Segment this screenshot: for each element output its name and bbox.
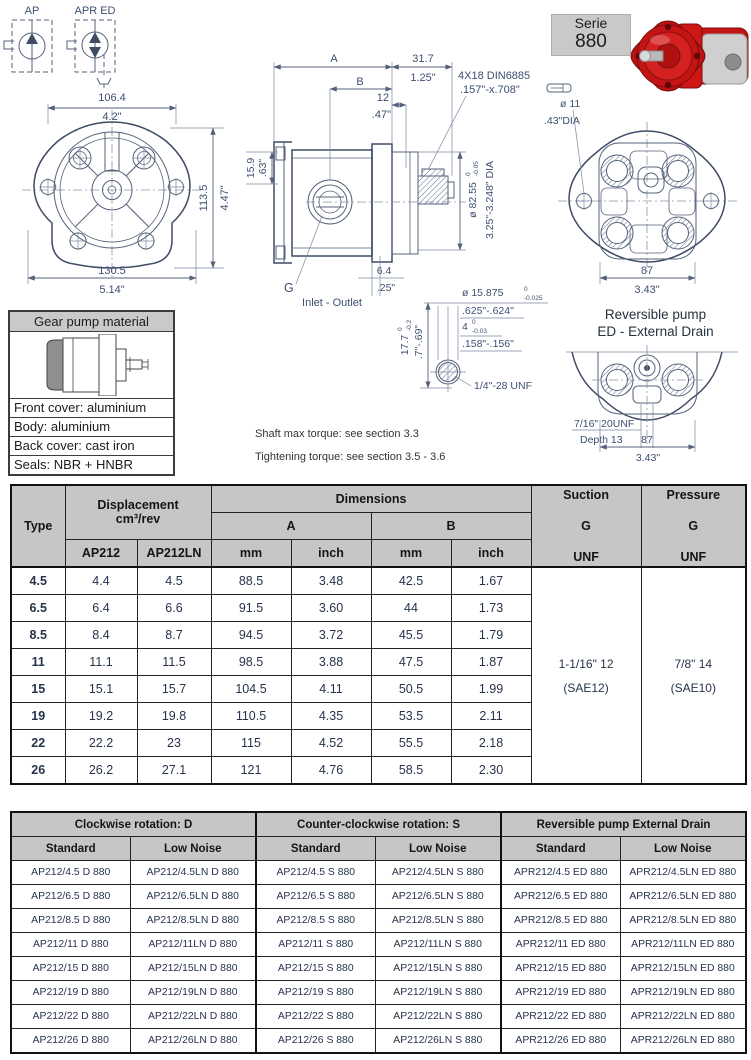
cell: 22 bbox=[11, 730, 65, 757]
table-row bbox=[11, 885, 746, 909]
reversible-pattern-mm: 87 bbox=[641, 434, 653, 446]
note-tightening-torque: Tightening torque: see section 3.5 - 3.6 bbox=[255, 451, 446, 463]
front-height-mm: 113.5 bbox=[198, 184, 210, 212]
reversible-pump-heading bbox=[568, 306, 743, 340]
cell: 1.73 bbox=[451, 595, 531, 622]
cell: APR212/15LN ED 880 bbox=[620, 957, 746, 981]
cell: 58.5 bbox=[371, 757, 451, 785]
cell: APR212/11LN ED 880 bbox=[620, 933, 746, 957]
cell: APR212/11 ED 880 bbox=[501, 933, 620, 957]
suction-size: 1-1/16" 12 bbox=[558, 656, 614, 671]
cell: AP212/8.5LN D 880 bbox=[130, 909, 256, 933]
dim-port-in: .63" bbox=[257, 158, 269, 178]
cell: APR212/8.5LN ED 880 bbox=[620, 909, 746, 933]
reversible-view-drawing bbox=[566, 345, 738, 464]
ap-symbol-label: AP bbox=[24, 5, 40, 17]
front-view-drawing bbox=[22, 92, 231, 296]
cell: 50.5 bbox=[371, 676, 451, 703]
cell: 3.48 bbox=[291, 567, 371, 595]
cell: AP212/22LN S 880 bbox=[375, 1005, 501, 1029]
cell: AP212/26LN D 880 bbox=[130, 1029, 256, 1054]
cell: 2.30 bbox=[451, 757, 531, 785]
cell: 23 bbox=[137, 730, 211, 757]
cell: AP212/11 D 880 bbox=[11, 933, 130, 957]
ap-symbol-drawing bbox=[4, 5, 52, 72]
cell: AP212/19LN D 880 bbox=[130, 981, 256, 1005]
cell: 6.5 bbox=[11, 595, 65, 622]
cell: 44 bbox=[371, 595, 451, 622]
rear-hole-dia-mm: ø 11 bbox=[560, 98, 581, 110]
reversible-pattern-in: 3.43" bbox=[635, 452, 661, 464]
shaft-key-tol-bot: -0.03 bbox=[472, 328, 487, 335]
cell: 4.52 bbox=[291, 730, 371, 757]
shaft-key: 4 bbox=[462, 321, 468, 333]
dim-a-label: A bbox=[330, 53, 338, 65]
cell: 45.5 bbox=[371, 622, 451, 649]
pilot-tol-bot: -0.05 bbox=[473, 161, 480, 176]
material-row-seals: Seals: NBR + HNBR bbox=[10, 455, 173, 474]
cell: 19.8 bbox=[137, 703, 211, 730]
rear-view-drawing bbox=[544, 98, 737, 296]
cell: 4.35 bbox=[291, 703, 371, 730]
suction-value-cell bbox=[531, 567, 641, 784]
cell: APR212/8.5 ED 880 bbox=[501, 909, 620, 933]
table-row bbox=[11, 981, 746, 1005]
cell: 98.5 bbox=[211, 649, 291, 676]
b-inch-header: inch bbox=[451, 539, 531, 567]
key-callout-line1: 4X18 DIN6885 bbox=[458, 70, 531, 82]
cell: 42.5 bbox=[371, 567, 451, 595]
cell: 55.5 bbox=[371, 730, 451, 757]
cell: AP212/6.5LN D 880 bbox=[130, 885, 256, 909]
displacement-unit: cm³/rev bbox=[115, 512, 161, 527]
cell: 110.5 bbox=[211, 703, 291, 730]
dim-step-mm: 12 bbox=[376, 92, 389, 104]
cell: 115 bbox=[211, 730, 291, 757]
key-callout-line2: .157"-x.708" bbox=[460, 84, 520, 96]
cell: 121 bbox=[211, 757, 291, 785]
cell: AP212/8.5LN S 880 bbox=[375, 909, 501, 933]
cell: AP212/15LN S 880 bbox=[375, 957, 501, 981]
pump-product-image bbox=[631, 21, 748, 91]
group-counter-clockwise: Counter-clockwise rotation: S bbox=[256, 812, 501, 837]
port-g-label: G bbox=[284, 281, 294, 295]
inlet-outlet-label: Inlet - Outlet bbox=[302, 297, 362, 309]
cell: APR212/4.5 ED 880 bbox=[501, 861, 620, 885]
pilot-tol-top: 0 bbox=[465, 172, 472, 176]
cell: 1.87 bbox=[451, 649, 531, 676]
cell: APR212/22 ED 880 bbox=[501, 1005, 620, 1029]
sub-standard-2: Standard bbox=[256, 837, 375, 861]
suction-sae: (SAE12) bbox=[563, 680, 609, 695]
cell: AP212/15 S 880 bbox=[256, 957, 375, 981]
cell: 27.1 bbox=[137, 757, 211, 785]
cell: APR212/15 ED 880 bbox=[501, 957, 620, 981]
material-row-front-cover: Front cover: aluminium bbox=[10, 398, 173, 417]
table-row bbox=[11, 1029, 746, 1054]
cell: 8.7 bbox=[137, 622, 211, 649]
group-reversible: Reversible pump External Drain bbox=[501, 812, 746, 837]
pressure-sae: (SAE10) bbox=[670, 680, 716, 695]
rear-hole-dia-in: .43"DIA bbox=[544, 115, 580, 127]
pump-pictogram bbox=[10, 332, 173, 398]
cell: AP212/4.5 D 880 bbox=[11, 861, 130, 885]
cell: 3.60 bbox=[291, 595, 371, 622]
apr-ed-symbol-drawing bbox=[67, 5, 116, 88]
pressure-value-cell bbox=[641, 567, 746, 784]
drain-depth: Depth 13 bbox=[580, 434, 623, 446]
table-row bbox=[11, 933, 746, 957]
cell: AP212/26 S 880 bbox=[256, 1029, 375, 1054]
cell: 4.4 bbox=[65, 567, 137, 595]
cell: AP212/26LN S 880 bbox=[375, 1029, 501, 1054]
cell: AP212/22LN D 880 bbox=[130, 1005, 256, 1029]
cell: 91.5 bbox=[211, 595, 291, 622]
cell: 8.4 bbox=[65, 622, 137, 649]
cell: APR212/26LN ED 880 bbox=[620, 1029, 746, 1054]
shaft-key-tol-top: 0 bbox=[472, 319, 476, 326]
material-row-back-cover: Back cover: cast iron bbox=[10, 436, 173, 455]
dim-step-in: .47" bbox=[371, 109, 391, 121]
cell: 6.6 bbox=[137, 595, 211, 622]
group-clockwise: Clockwise rotation: D bbox=[11, 812, 256, 837]
front-base-in: 5.14" bbox=[99, 284, 125, 296]
cell: 3.88 bbox=[291, 649, 371, 676]
shaft-dia: ø 15.875 bbox=[462, 287, 504, 299]
cell: APR212/4.5LN ED 880 bbox=[620, 861, 746, 885]
shaft-len-tol-top: 0 bbox=[397, 327, 404, 331]
front-width-in: 4.2" bbox=[102, 111, 122, 123]
front-width-mm: 106.4 bbox=[98, 92, 126, 104]
dim-gap-mm: 6.4 bbox=[376, 265, 392, 277]
table-row bbox=[11, 1005, 746, 1029]
cell: APR212/6.5 ED 880 bbox=[501, 885, 620, 909]
cell: 4.11 bbox=[291, 676, 371, 703]
pressure-header bbox=[641, 485, 746, 567]
ap212-header: AP212 bbox=[65, 539, 137, 567]
shaft-dia-in: .625"-.624" bbox=[462, 305, 514, 317]
cell: AP212/6.5LN S 880 bbox=[375, 885, 501, 909]
cell: 8.5 bbox=[11, 622, 65, 649]
dim-b-label: B bbox=[356, 76, 364, 88]
a-mm-header: mm bbox=[211, 539, 291, 567]
cell: AP212/4.5LN S 880 bbox=[375, 861, 501, 885]
note-shaft-torque: Shaft max torque: see section 3.3 bbox=[255, 428, 419, 440]
table-row bbox=[11, 957, 746, 981]
cell: APR212/6.5LN ED 880 bbox=[620, 885, 746, 909]
front-height-in: 4.47" bbox=[219, 185, 231, 211]
cell: 19.2 bbox=[65, 703, 137, 730]
shaft-len-in: .7"-.69" bbox=[413, 324, 425, 360]
sub-lownoise-3: Low Noise bbox=[620, 837, 746, 861]
pilot-dia-mm: ø 82.55 bbox=[467, 182, 479, 218]
shaft-dia-tol-bot: -0.025 bbox=[524, 295, 543, 302]
cell: AP212/22 S 880 bbox=[256, 1005, 375, 1029]
cell: APR212/26 ED 880 bbox=[501, 1029, 620, 1054]
cell: AP212/11LN S 880 bbox=[375, 933, 501, 957]
type-header: Type bbox=[11, 485, 65, 567]
cell: AP212/15 D 880 bbox=[11, 957, 130, 981]
dimensions-header: Dimensions bbox=[211, 485, 531, 513]
cell: 15.7 bbox=[137, 676, 211, 703]
cell: AP212/8.5 D 880 bbox=[11, 909, 130, 933]
cell: AP212/4.5 S 880 bbox=[256, 861, 375, 885]
sub-standard-1: Standard bbox=[11, 837, 130, 861]
side-view-drawing bbox=[245, 53, 571, 309]
pressure-label: Pressure bbox=[666, 488, 721, 502]
displacement-label: Displacement bbox=[97, 498, 179, 513]
cell: 53.5 bbox=[371, 703, 451, 730]
shaft-dia-tol-top: 0 bbox=[524, 286, 528, 293]
shaft-len: 17.7 bbox=[399, 334, 411, 356]
shaft-detail-drawing bbox=[397, 286, 548, 392]
table-header-row bbox=[11, 485, 746, 513]
shaft-key-in: .158"-.156" bbox=[462, 338, 514, 350]
table-row bbox=[11, 909, 746, 933]
cell: 26.2 bbox=[65, 757, 137, 785]
cell: AP212/8.5 S 880 bbox=[256, 909, 375, 933]
b-mm-header: mm bbox=[371, 539, 451, 567]
cell: 47.5 bbox=[371, 649, 451, 676]
apr-ed-symbol-label: APR ED bbox=[74, 5, 116, 17]
cell: 22.2 bbox=[65, 730, 137, 757]
cell: AP212/6.5 D 880 bbox=[11, 885, 130, 909]
cell: AP212/19 D 880 bbox=[11, 981, 130, 1005]
table-row bbox=[11, 567, 746, 595]
suction-header bbox=[531, 485, 641, 567]
cell: 4.5 bbox=[137, 567, 211, 595]
cell: 94.5 bbox=[211, 622, 291, 649]
material-box-title: Gear pump material bbox=[10, 312, 173, 332]
serie-number: 880 bbox=[575, 31, 607, 52]
sub-lownoise-1: Low Noise bbox=[130, 837, 256, 861]
cell: AP212/15LN D 880 bbox=[130, 957, 256, 981]
shaft-thread: 1/4"-28 UNF bbox=[474, 380, 532, 392]
front-base-mm: 130.5 bbox=[98, 265, 126, 277]
sub-lownoise-2: Low Noise bbox=[375, 837, 501, 861]
col-a-header: A bbox=[211, 513, 371, 540]
cell: AP212/19LN S 880 bbox=[375, 981, 501, 1005]
rear-pattern-in: 3.43" bbox=[634, 284, 660, 296]
cell: 26 bbox=[11, 757, 65, 785]
displacement-header bbox=[65, 485, 211, 539]
cell: AP212/11LN D 880 bbox=[130, 933, 256, 957]
dim-gap-in: .25" bbox=[376, 282, 396, 294]
pressure-size: 7/8" 14 bbox=[674, 656, 713, 671]
cell: APR212/19 ED 880 bbox=[501, 981, 620, 1005]
cell: 6.4 bbox=[65, 595, 137, 622]
pilot-dia-in: 3.25"-3.248" DIA bbox=[484, 160, 496, 240]
dim-port-mm: 15.9 bbox=[245, 157, 257, 179]
cell: AP212/4.5LN D 880 bbox=[130, 861, 256, 885]
cell: 104.5 bbox=[211, 676, 291, 703]
cell: 4.5 bbox=[11, 567, 65, 595]
cell: 4.76 bbox=[291, 757, 371, 785]
suction-g: G bbox=[581, 519, 591, 533]
cell: 2.18 bbox=[451, 730, 531, 757]
sub-standard-3: Standard bbox=[501, 837, 620, 861]
serie-badge bbox=[551, 14, 631, 56]
cell: 88.5 bbox=[211, 567, 291, 595]
cell: AP212/6.5 S 880 bbox=[256, 885, 375, 909]
table-header-row bbox=[11, 812, 746, 837]
cell: 15 bbox=[11, 676, 65, 703]
rear-pattern-mm: 87 bbox=[640, 265, 654, 277]
cell: 1.79 bbox=[451, 622, 531, 649]
dim-rear-mm: 31.7 bbox=[412, 53, 434, 65]
cell: 2.11 bbox=[451, 703, 531, 730]
table-row bbox=[11, 861, 746, 885]
cell: 15.1 bbox=[65, 676, 137, 703]
drain-thread: 7/16" 20UNF bbox=[574, 418, 635, 430]
suction-unf: UNF bbox=[573, 550, 599, 564]
serie-label: Serie bbox=[574, 15, 608, 31]
cell: APR212/19LN ED 880 bbox=[620, 981, 746, 1005]
pressure-unf: UNF bbox=[680, 550, 707, 564]
reversible-title-line2: ED - External Drain bbox=[597, 324, 714, 339]
torque-notes bbox=[255, 428, 445, 474]
material-row-body: Body: aluminium bbox=[10, 417, 173, 436]
col-b-header: B bbox=[371, 513, 531, 540]
cell: AP212/22 D 880 bbox=[11, 1005, 130, 1029]
dimension-table bbox=[10, 484, 747, 785]
cell: AP212/26 D 880 bbox=[11, 1029, 130, 1054]
ap212ln-header: AP212LN bbox=[137, 539, 211, 567]
cell: 1.99 bbox=[451, 676, 531, 703]
cell: 11.1 bbox=[65, 649, 137, 676]
reversible-title-line1: Reversible pump bbox=[604, 307, 707, 322]
ordering-code-table bbox=[10, 811, 747, 1054]
cell: APR212/22LN ED 880 bbox=[620, 1005, 746, 1029]
material-box bbox=[8, 310, 175, 476]
table-header-row bbox=[11, 837, 746, 861]
pressure-g: G bbox=[688, 519, 699, 533]
cell: AP212/11 S 880 bbox=[256, 933, 375, 957]
cell: 11.5 bbox=[137, 649, 211, 676]
suction-label: Suction bbox=[563, 488, 609, 502]
shaft-len-tol-bot: -0.2 bbox=[406, 319, 413, 331]
a-inch-header: inch bbox=[291, 539, 371, 567]
cell: 3.72 bbox=[291, 622, 371, 649]
cell: 11 bbox=[11, 649, 65, 676]
cell: AP212/19 S 880 bbox=[256, 981, 375, 1005]
cell: 19 bbox=[11, 703, 65, 730]
cell: 1.67 bbox=[451, 567, 531, 595]
dim-rear-in: 1.25" bbox=[410, 72, 436, 84]
